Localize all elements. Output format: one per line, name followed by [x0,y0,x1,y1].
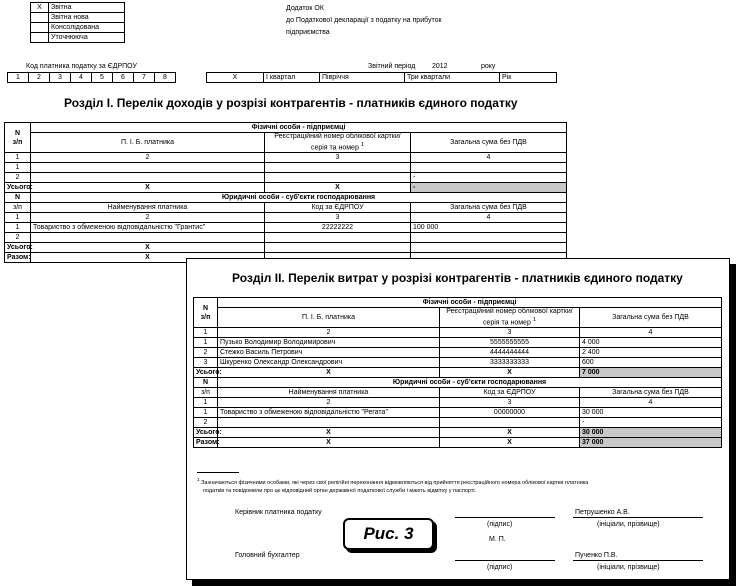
col-num: 3 [265,213,411,223]
subtotal-row [194,428,722,438]
figure-label: Рис. 3 [343,518,434,550]
col-reg-header [440,308,580,328]
row-number: 1 [194,338,218,348]
table-row [5,173,567,183]
col-sum-header: Загальна сума без ПДВ [580,388,722,398]
footnote-text-1: Зазначаються фізичними особами, які через свої релігійні переконання відмовляються від прийняття реєстраційного номера облікової картки платника [201,479,589,486]
no-header-zp: з/п [194,388,218,398]
x-mark: X [31,183,265,193]
col-name-header: Найменування платника [31,203,265,213]
total-sum: 37 000 [580,438,722,448]
subtotal-row [5,183,567,193]
col-sum-header: Загальна сума без ПДВ [411,203,567,213]
row-sum [411,163,567,173]
taxpayer-code-boxes [7,72,176,83]
col-sum-header: Загальна сума без ПДВ [580,308,722,328]
period-option: Півріччя [320,73,405,83]
report-type-mark: X [31,3,49,13]
row-name [31,173,265,183]
code-digit: 4 [71,73,92,83]
footnote-mark: 1 [532,317,537,323]
table-row [5,233,567,243]
col-code-header: Код за ЄДРПОУ [265,203,411,213]
row-sum: - [580,418,722,428]
code-digit: 1 [8,73,29,83]
row-name: Товариство з обмеженою відповідальністю "Грантис" [31,223,265,233]
report-type-table [30,2,125,43]
code-digit: 5 [92,73,113,83]
col-name-header: Найменування платника [218,388,440,398]
report-type-row [31,23,125,33]
row-name [31,233,265,243]
code-digit: 6 [113,73,134,83]
table-row [194,348,722,358]
code-digit: 2 [29,73,50,83]
row-number: 2 [5,233,31,243]
row-sum: - [411,173,567,183]
table-row [5,163,567,173]
annex-line-2: до Податкової декларації з податку на прибуток [286,17,442,24]
row-number: 1 [5,223,31,233]
col-num: 2 [218,328,440,338]
accountant-name: Пученко П.В. [575,552,618,559]
col-reg-text: Реєстраційний номер облікової картки/серія та номер [274,133,401,152]
col-num: 2 [31,213,265,223]
col-num: 1 [194,328,218,338]
table-row [5,223,567,233]
col-name-header: П. І. Б. платника [218,308,440,328]
report-type-mark [31,33,49,43]
row-number: 2 [194,348,218,358]
period-option: Рік [500,73,557,83]
subtotal-label: Усього: [194,368,218,378]
col-name-header: П. І. Б. платника [31,133,265,153]
footnote-mark: 1 [360,142,365,148]
sign-caption: (підпис) [487,521,513,528]
subtotal-sum: 30 000 [580,428,722,438]
name-caption: (ініціали, прізвище) [597,521,660,528]
col-num: 2 [31,153,265,163]
annex-line-1: Додаток ОК [286,5,324,12]
row-name: Шкуренко Олександр Олександрович [218,358,440,368]
col-sum-header: Загальна сума без ПДВ [411,133,567,153]
row-code: 5555555555 [440,338,580,348]
subtotal-row [5,243,567,253]
no-header [194,298,218,328]
row-code [265,163,411,173]
legal-title: Юридичні особи - суб'єкти господарювання [218,378,722,388]
report-type-row [31,13,125,23]
row-number: 2 [5,173,31,183]
col-code-header: Код за ЄДРПОУ [440,388,580,398]
period-label: Звітний період [368,63,416,70]
name-caption: (ініціали, прізвище) [597,564,660,571]
row-name: Товариство з обмеженою відповідальністю "Регата" [218,408,440,418]
table-row [194,338,722,348]
x-mark: X [440,428,580,438]
row-name [218,418,440,428]
col-num: 3 [265,153,411,163]
code-digit: 8 [155,73,176,83]
col-num: 1 [194,398,218,408]
table-row [194,358,722,368]
annex-line-3: підприємства [286,29,330,36]
report-type-row [31,33,125,43]
row-number: 1 [5,163,31,173]
row-sum: 4 000 [580,338,722,348]
head-name: Петрушенко А.В. [575,509,630,516]
stamp-label: М. П. [489,536,506,543]
total-row [194,438,722,448]
col-num: 4 [411,213,567,223]
head-label: Керівник платника податку [235,509,322,516]
subtotal-label: Усього: [5,183,31,193]
subtotal-sum: 7 000 [580,368,722,378]
report-type-label: Звітна нова [49,13,125,23]
table-row [194,418,722,428]
row-name: Пузько Володимир Володимирович [218,338,440,348]
x-mark: X [440,368,580,378]
row-code [265,173,411,183]
period-option: Три квартали [405,73,500,83]
x-mark: X [265,183,411,193]
col-num: 1 [5,153,31,163]
front-sheet [186,258,730,580]
taxpayer-code-label: Код платника податку за ЄДРПОУ [26,63,137,70]
report-type-label: Звітна [49,3,125,13]
row-code: 4444444444 [440,348,580,358]
table-row [194,408,722,418]
subtotal-sum: - [411,183,567,193]
subtotal-label: Усього: [194,428,218,438]
no-header-n: N [194,378,218,388]
x-mark: X [440,438,580,448]
section1-title: Розділ І. Перелік доходів у розрізі контрагентів - платників єдиного податку [64,96,518,110]
period-selected-mark: X [207,73,264,83]
total-label: Разом: [194,438,218,448]
row-sum: 30 000 [580,408,722,418]
no-header-zp: з/п [5,203,31,213]
footnote-text-2: податків та повідомили про це відповідний орган державної податкової служби і мають відмітку у паспорті. [203,487,477,494]
no-header-n: N [14,129,21,137]
accountant-label: Головний бухгалтер [235,552,300,559]
period-options [206,72,557,83]
row-number: 3 [194,358,218,368]
footnote-num: 1 [197,477,200,482]
report-type-mark [31,23,49,33]
row-sum: 2 400 [580,348,722,358]
no-header-n: N [202,304,209,312]
code-digit: 3 [50,73,71,83]
individuals-title: Фізичні особи - підприємці [31,123,567,133]
row-code: 00000000 [440,408,580,418]
legal-title: Юридичні особи - суб'єкти господарювання [31,193,567,203]
no-header [5,123,31,153]
x-mark: X [31,243,265,253]
col-num: 3 [440,328,580,338]
footnote [197,476,721,495]
no-header-zp: з/п [12,138,23,146]
report-type-row [31,3,125,13]
section2-table [193,297,722,448]
x-mark: X [31,253,265,263]
section2-title: Розділ ІІ. Перелік витрат у розрізі контрагентів - платників єдиного податку [232,271,683,285]
report-type-label: Уточнююча [49,33,125,43]
row-name [31,163,265,173]
code-digit: 7 [134,73,155,83]
col-num: 4 [580,398,722,408]
col-reg-text: Реєстраційний номер облікової картки/серія та номер [446,308,573,327]
no-header-zp: з/п [200,313,211,321]
col-num: 1 [5,213,31,223]
col-num: 4 [411,153,567,163]
col-num: 4 [580,328,722,338]
row-sum [411,233,567,243]
total-label: Разом: [5,253,31,263]
no-header-n: N [5,193,31,203]
col-reg-header [265,133,411,153]
subtotal-row [194,368,722,378]
individuals-title: Фізичні особи - підприємці [218,298,722,308]
x-mark: X [218,368,440,378]
x-mark: X [218,428,440,438]
row-name: Стежко Василь Петрович [218,348,440,358]
period-option: І квартал [264,73,320,83]
row-code [265,233,411,243]
row-number: 2 [194,418,218,428]
row-code [440,418,580,428]
subtotal-label: Усього: [5,243,31,253]
row-sum: 100 000 [411,223,567,233]
period-year-suffix: року [481,63,496,70]
sign-caption: (підпис) [487,564,513,571]
col-num: 2 [218,398,440,408]
row-number: 1 [194,408,218,418]
col-num: 3 [440,398,580,408]
row-code: 22222222 [265,223,411,233]
row-sum: 600 [580,358,722,368]
period-year: 2012 [432,63,448,70]
footnote-line-1 [197,476,721,487]
report-type-mark [31,13,49,23]
report-type-label: Консолідована [49,23,125,33]
row-code: 3333333333 [440,358,580,368]
x-mark: X [218,438,440,448]
section1-table [4,122,567,263]
